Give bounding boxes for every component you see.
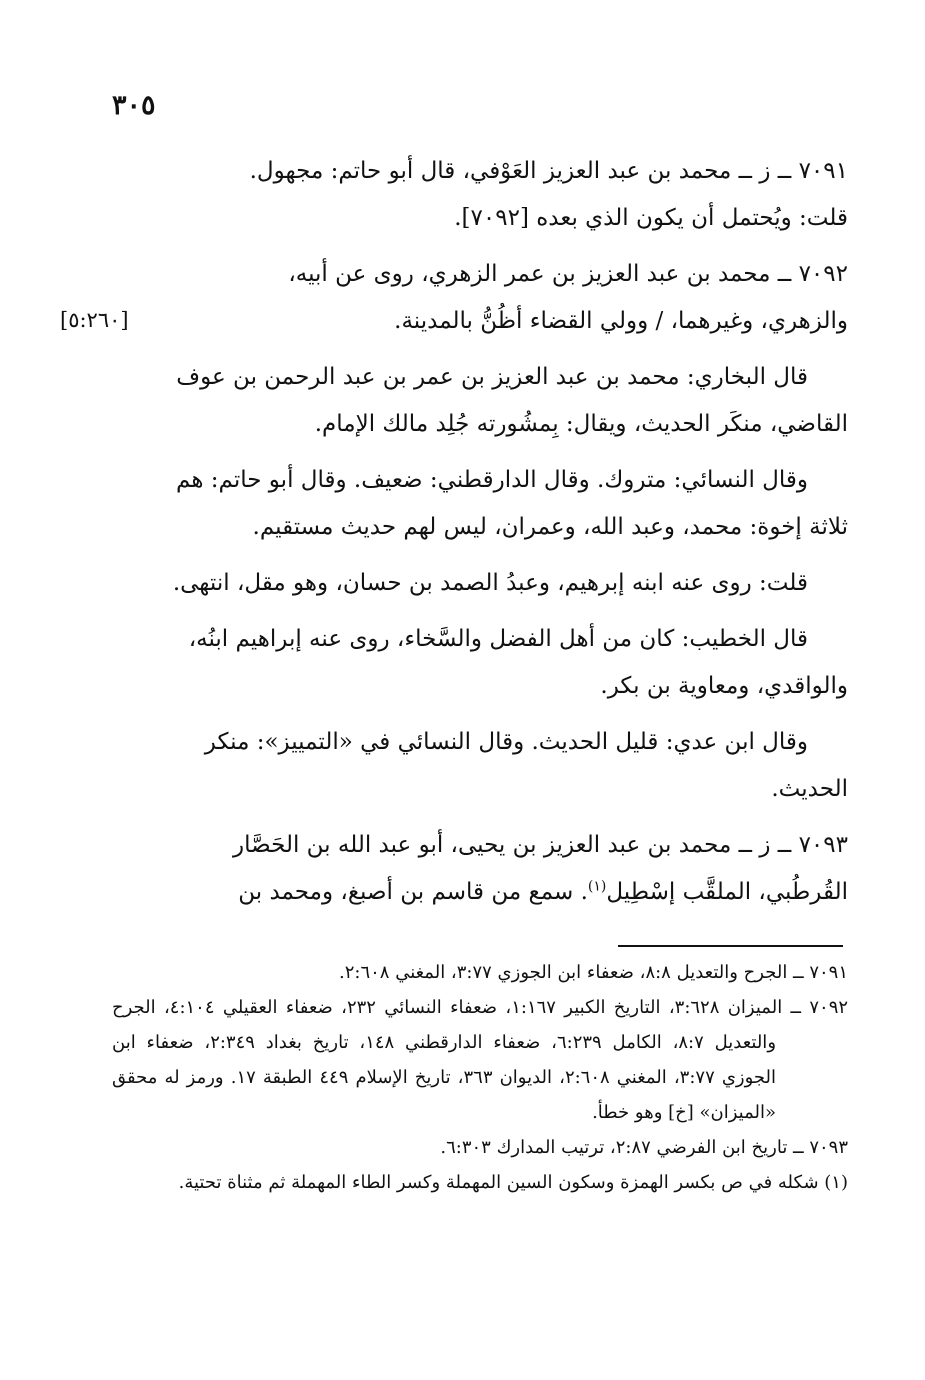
entry-line: قال الخطيب: كان من أهل الفضل والسَّخاء، روى عنه إبراهيم ابنُه، <box>188 626 808 652</box>
entry-7093 <box>112 822 848 916</box>
footnote-divider <box>618 945 843 947</box>
entry-line: قلت: روى عنه ابنه إبرهيم، وعبدُ الصمد بن حسان، وهو مقل، انتهى. <box>172 570 808 596</box>
main-text <box>112 148 848 925</box>
entry-line: وقال ابن عدي: قليل الحديث. وقال النسائي في «التمييز»: منكر <box>204 729 808 755</box>
footnote-7093: ٧٠٩٣ ــ تاريخ ابن الفرضي ٢:٨٧، ترتيب المدارك ٦:٣٠٣. <box>440 1137 848 1158</box>
footnotes <box>112 955 848 1200</box>
entry-line: القاضي، منكَر الحديث، ويقال: بِمشُورته جُلِد مالك الإمام. <box>314 411 848 437</box>
footnote-7092: ٧٠٩٢ ــ الميزان ٣:٦٢٨، التاريخ الكبير ١:١٦٧، ضعفاء النسائي ٢٣٢، ضعفاء العقيلي ٤:١٠٤، الجرح والتعديل ٨:٧، الكامل ٦:٢٣٩، ضعفاء الدارقطني ١٤٨، تاريخ بغداد ٢:٣٤٩، ضعفاء ابن الجوزي ٣:٧٧، المغني ٢:٦٠٨، الديوان ٣٦٣، تاريخ الإسلام ٤٤٩ الطبقة ١٧. ورمز له محقق «الميزان» [خ] وهو خطأ. <box>112 997 849 1123</box>
author-note <box>112 560 848 607</box>
entry-line: ٧٠٩٢ ــ محمد بن عبد العزيز بن عمر الزهري، روى عن أبيه، <box>288 261 848 287</box>
entry-line: والواقدي، ومعاوية بن بكر. <box>600 673 848 699</box>
entry-line: الحديث. <box>771 776 848 802</box>
entry-line: قال البخاري: محمد بن عبد العزيز بن عمر بن عبد الرحمن بن عوف <box>176 364 808 390</box>
entry-7092 <box>112 251 848 345</box>
footnote-7091: ٧٠٩١ ــ الجرح والتعديل ٨:٨، ضعفاء ابن الجوزي ٣:٧٧، المغني ٢:٦٠٨. <box>338 962 848 983</box>
entry-line: ثلاثة إخوة: محمد، وعبد الله، وعمران، ليس لهم حديث مستقيم. <box>252 514 848 540</box>
entry-line: ٧٠٩٣ ــ ز ــ محمد بن عبد العزيز بن يحيى، أبو عبد الله بن الحَصَّار <box>233 832 848 858</box>
nasai-quote <box>112 457 848 551</box>
entry-line: القُرطُبي، الملقَّب إسْطِيل <box>606 879 848 905</box>
entry-line: والزهري، وغيرهما، / وولي القضاء أظُنُّ بالمدينة. <box>394 308 848 334</box>
footnote-1: (١) شكله في ص بكسر الهمزة وسكون السين المهملة وكسر الطاء المهملة ثم مثناة تحتية. <box>178 1172 848 1193</box>
volume-page-reference: [٥:٢٦٠] <box>60 308 129 332</box>
ibn-adi-quote <box>112 719 848 813</box>
entry-line: ٧٠٩١ ــ ز ــ محمد بن عبد العزيز العَوْفي، قال أبو حاتم: مجهول. <box>249 158 848 184</box>
entry-line: قلت: ويُحتمل أن يكون الذي بعده [٧٠٩٢]. <box>454 205 848 231</box>
bukhari-quote <box>112 354 848 448</box>
khatib-quote <box>112 616 848 710</box>
entry-line: . سمع من قاسم بن أصبغ، ومحمد بن <box>238 879 588 905</box>
entry-line: وقال النسائي: متروك. وقال الدارقطني: ضعيف. وقال أبو حاتم: هم <box>176 467 808 493</box>
footnote-marker: (١) <box>587 878 607 895</box>
entry-7091 <box>112 148 848 242</box>
page-number: ٣٠٥ <box>112 90 156 121</box>
